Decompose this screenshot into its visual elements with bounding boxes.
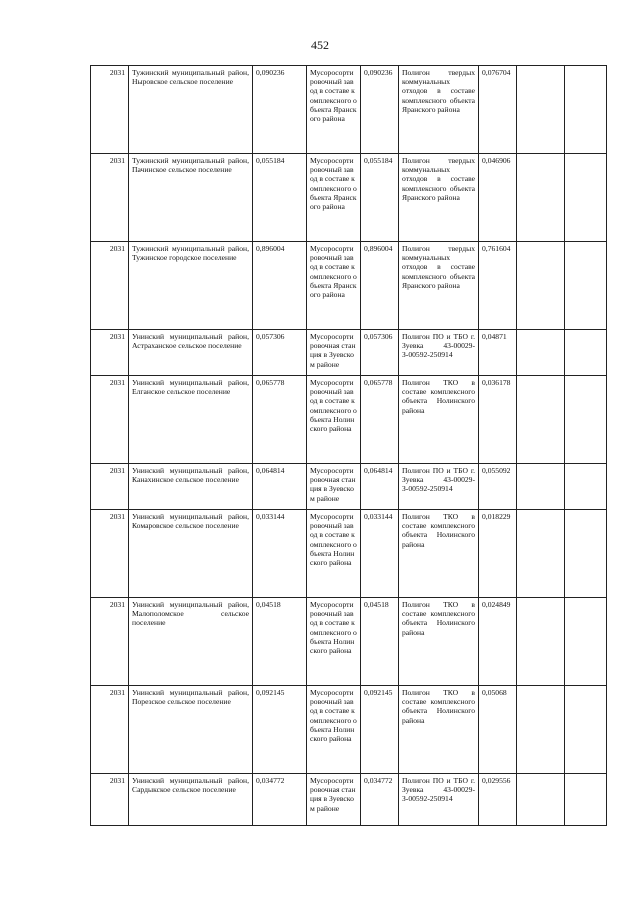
factor-cell: 0,024849 [479, 598, 517, 686]
mass-cell: 0,064814 [253, 464, 307, 510]
district-cell: Унинский муниципальный район, Порезское сельское поселение [129, 686, 253, 774]
district-cell: Унинский муниципальный район, Канахинское сельское поселение [129, 464, 253, 510]
empty-cell [565, 330, 607, 376]
table-row [91, 330, 607, 376]
empty-cell [565, 376, 607, 464]
empty-cell [565, 686, 607, 774]
table-row [91, 464, 607, 510]
empty-cell [517, 242, 565, 330]
share-cell: 0,064814 [361, 464, 399, 510]
landfill-cell: Полигон ТКО в составе комплексного объекта Нолинского района [399, 686, 479, 774]
empty-cell [565, 154, 607, 242]
empty-cell [517, 376, 565, 464]
sorting-facility-cell: Мусоросортировочная станция в Зуевском районе [307, 774, 361, 826]
share-cell: 0,065778 [361, 376, 399, 464]
landfill-cell: Полигон ПО и ТБО г. Зуевка 43-00029-З-00592-250914 [399, 330, 479, 376]
empty-cell [517, 510, 565, 598]
district-cell: Тужинский муниципальный район, Ныровское сельское поселение [129, 66, 253, 154]
empty-cell [517, 598, 565, 686]
year-cell: 2031 [91, 510, 129, 598]
sorting-facility-cell: Мусоросортировочный завод в составе комплексного объекта Яранского района [307, 154, 361, 242]
table-row [91, 774, 607, 826]
share-cell: 0,896004 [361, 242, 399, 330]
mass-cell: 0,034772 [253, 774, 307, 826]
district-cell: Унинский муниципальный район, Астраханское сельское поселение [129, 330, 253, 376]
empty-cell [565, 242, 607, 330]
landfill-cell: Полигон ТКО в составе комплексного объекта Нолинского района [399, 510, 479, 598]
empty-cell [517, 154, 565, 242]
year-cell: 2031 [91, 686, 129, 774]
factor-cell: 0,018229 [479, 510, 517, 598]
sorting-facility-cell: Мусоросортировочный завод в составе комплексного объекта Нолинского района [307, 376, 361, 464]
landfill-cell: Полигон ПО и ТБО г. Зуевка 43-00029-З-00592-250914 [399, 774, 479, 826]
share-cell: 0,092145 [361, 686, 399, 774]
empty-cell [565, 510, 607, 598]
mass-cell: 0,092145 [253, 686, 307, 774]
share-cell: 0,04518 [361, 598, 399, 686]
empty-cell [517, 330, 565, 376]
district-cell: Унинский муниципальный район, Малополомское сельское поселение [129, 598, 253, 686]
sorting-facility-cell: Мусоросортировочный завод в составе комплексного объекта Нолинского района [307, 598, 361, 686]
factor-cell: 0,05068 [479, 686, 517, 774]
mass-cell: 0,033144 [253, 510, 307, 598]
share-cell: 0,057306 [361, 330, 399, 376]
table-row [91, 66, 607, 154]
page-number: 452 [311, 38, 329, 52]
landfill-cell: Полигон ПО и ТБО г. Зуевка 43-00029-З-00592-250914 [399, 464, 479, 510]
district-cell: Унинский муниципальный район, Сардыкское сельское поселение [129, 774, 253, 826]
sorting-facility-cell: Мусоросортировочная станция в Зуевском районе [307, 464, 361, 510]
table-row [91, 154, 607, 242]
empty-cell [565, 66, 607, 154]
factor-cell: 0,076704 [479, 66, 517, 154]
year-cell: 2031 [91, 242, 129, 330]
empty-cell [565, 598, 607, 686]
table-row [91, 242, 607, 330]
district-cell: Унинский муниципальный район, Комаровское сельское поселение [129, 510, 253, 598]
empty-cell [517, 774, 565, 826]
waste-flow-table [90, 65, 607, 826]
mass-cell: 0,055184 [253, 154, 307, 242]
year-cell: 2031 [91, 66, 129, 154]
sorting-facility-cell: Мусоросортировочный завод в составе комплексного объекта Яранского района [307, 242, 361, 330]
year-cell: 2031 [91, 598, 129, 686]
landfill-cell: Полигон твердых коммунальных отходов в составе комплексного объекта Яранского района [399, 66, 479, 154]
share-cell: 0,034772 [361, 774, 399, 826]
year-cell: 2031 [91, 376, 129, 464]
factor-cell: 0,046906 [479, 154, 517, 242]
year-cell: 2031 [91, 464, 129, 510]
factor-cell: 0,761604 [479, 242, 517, 330]
empty-cell [517, 464, 565, 510]
factor-cell: 0,029556 [479, 774, 517, 826]
sorting-facility-cell: Мусоросортировочный завод в составе комплексного объекта Нолинского района [307, 510, 361, 598]
table-row [91, 598, 607, 686]
table-row [91, 376, 607, 464]
share-cell: 0,090236 [361, 66, 399, 154]
year-cell: 2031 [91, 774, 129, 826]
share-cell: 0,055184 [361, 154, 399, 242]
district-cell: Тужинский муниципальный район, Тужинское городское поселение [129, 242, 253, 330]
mass-cell: 0,04518 [253, 598, 307, 686]
factor-cell: 0,055092 [479, 464, 517, 510]
empty-cell [517, 66, 565, 154]
year-cell: 2031 [91, 330, 129, 376]
share-cell: 0,033144 [361, 510, 399, 598]
table-row [91, 510, 607, 598]
landfill-cell: Полигон ТКО в составе комплексного объекта Нолинского района [399, 376, 479, 464]
empty-cell [565, 464, 607, 510]
factor-cell: 0,036178 [479, 376, 517, 464]
empty-cell [565, 774, 607, 826]
mass-cell: 0,090236 [253, 66, 307, 154]
table-row [91, 686, 607, 774]
district-cell: Тужинский муниципальный район, Пачинское сельское поселение [129, 154, 253, 242]
landfill-cell: Полигон твердых коммунальных отходов в составе комплексного объекта Яранского района [399, 154, 479, 242]
mass-cell: 0,896004 [253, 242, 307, 330]
sorting-facility-cell: Мусоросортировочная станция в Зуевском районе [307, 330, 361, 376]
empty-cell [517, 686, 565, 774]
district-cell: Унинский муниципальный район, Елганское сельское поселение [129, 376, 253, 464]
factor-cell: 0,04871 [479, 330, 517, 376]
sorting-facility-cell: Мусоросортировочный завод в составе комплексного объекта Нолинского района [307, 686, 361, 774]
sorting-facility-cell: Мусоросортировочный завод в составе комплексного объекта Яранского района [307, 66, 361, 154]
landfill-cell: Полигон твердых коммунальных отходов в составе комплексного объекта Яранского района [399, 242, 479, 330]
year-cell: 2031 [91, 154, 129, 242]
landfill-cell: Полигон ТКО в составе комплексного объекта Нолинского района [399, 598, 479, 686]
mass-cell: 0,057306 [253, 330, 307, 376]
mass-cell: 0,065778 [253, 376, 307, 464]
